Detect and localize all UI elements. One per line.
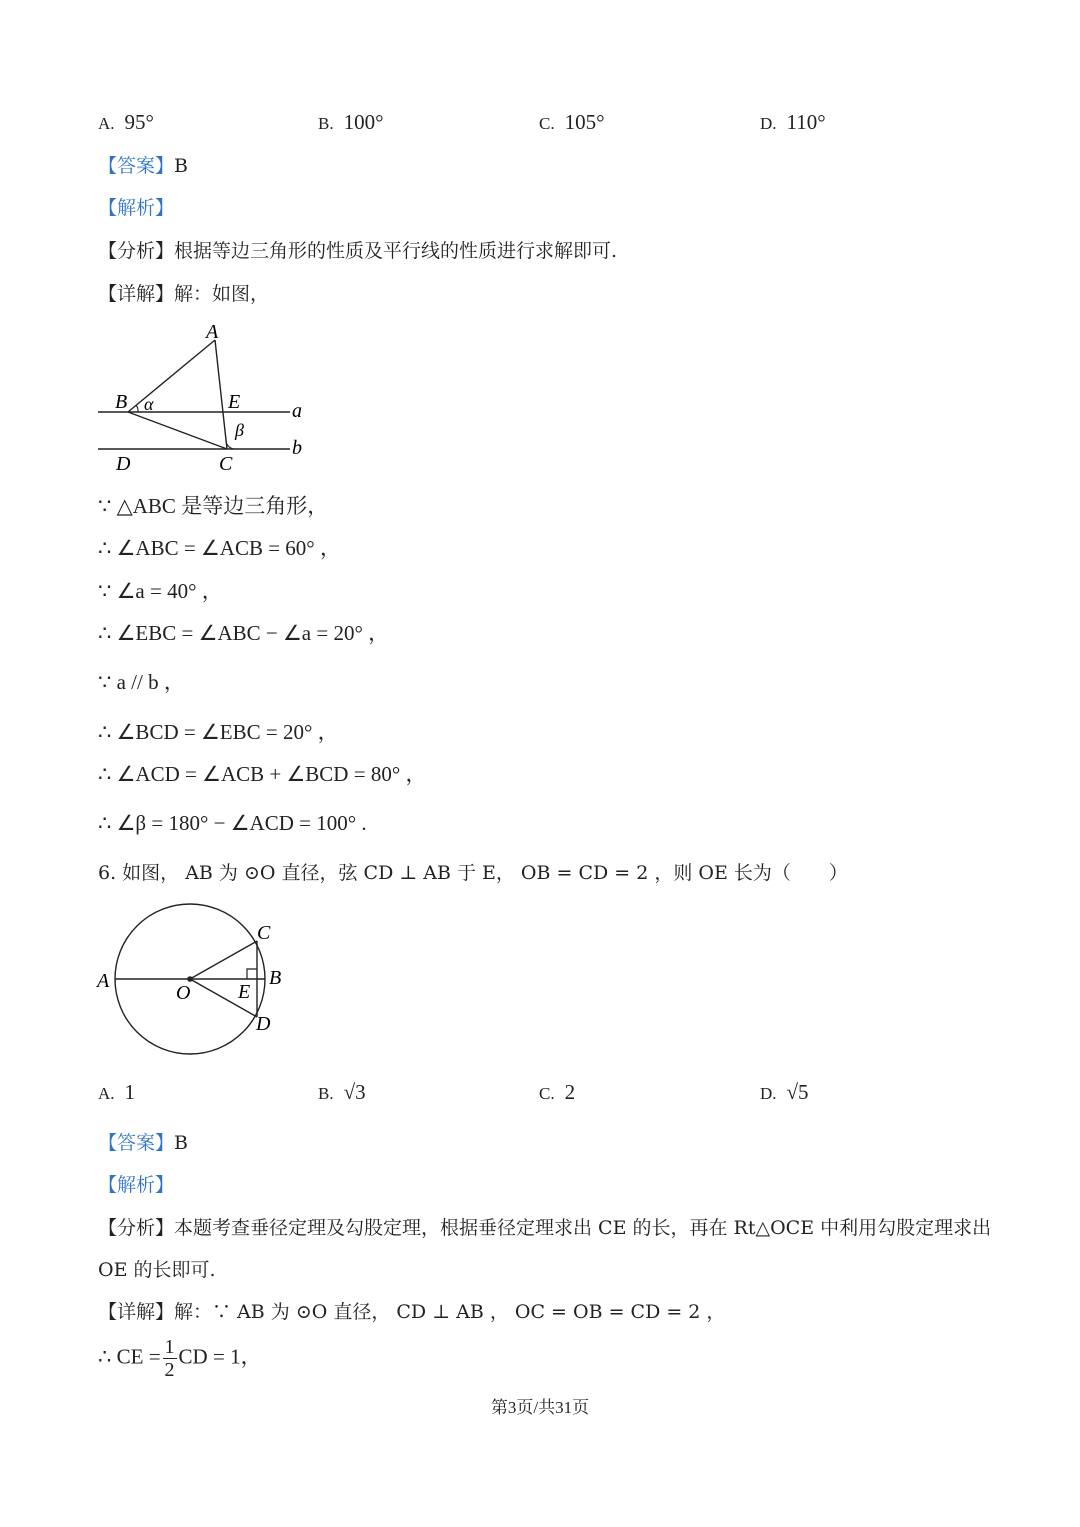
label-d: D: [116, 453, 131, 475]
fenxi-line-1: 本题考查垂径定理及勾股定理，根据垂径定理求出 CE 的长，再在 Rt△OCE 中利用勾股定理求出: [174, 1217, 992, 1239]
label-line-a: a: [292, 400, 302, 422]
label-beta: β: [235, 420, 244, 440]
step-1: ∵ △ABC 是等边三角形，: [98, 494, 329, 518]
q5-fenxi: [98, 238, 617, 264]
center-point: [187, 976, 193, 982]
q5-detail: [98, 281, 269, 307]
q5-option-d: [760, 110, 826, 135]
circle-figure: [92, 895, 302, 1065]
step-4: ∴ ∠EBC = ∠ABC − ∠a = 20° ，: [98, 621, 390, 645]
q6-option-c: [539, 1080, 575, 1105]
fenxi-tag: 【分析】: [98, 240, 175, 262]
label-b-vertex: B: [115, 391, 128, 413]
q5-analysis-tag: 【解析】: [98, 197, 175, 219]
option-value: 100°: [343, 110, 384, 134]
option-letter: D.: [760, 1084, 777, 1103]
step-6: ∴ ∠BCD = ∠EBC = 20° ，: [98, 720, 339, 744]
answer-tag: 【答案】: [98, 1132, 175, 1154]
answer-value: B: [174, 155, 188, 177]
q6-fenxi: [98, 1215, 991, 1241]
q6-analysis-tag: 【解析】: [98, 1174, 175, 1196]
q5-option-c: [539, 110, 605, 135]
option-value: 2: [564, 1080, 576, 1104]
page-footer: 第3页/共31页: [490, 1398, 590, 1417]
fraction-numerator: 1: [164, 1336, 175, 1358]
segment-ab: [128, 340, 215, 412]
label-b-point: B: [269, 967, 282, 989]
q6-answer: [98, 1130, 188, 1156]
fraction-half: [163, 1336, 177, 1381]
parallel-lines-figure: [90, 318, 320, 478]
q6-option-b: [318, 1080, 366, 1105]
eq-prefix: ∴ CE =: [98, 1344, 161, 1369]
label-d-point: D: [256, 1013, 271, 1035]
option-letter: A.: [98, 114, 115, 133]
step-8: ∴ ∠β = 180° − ∠ACD = 100° .: [98, 811, 367, 835]
eq-suffix: CD = 1，: [178, 1344, 262, 1369]
detail-text: 解：∵ AB 为 ⊙O 直径， CD ⊥ AB ， OC = OB = CD = 2 ，: [174, 1301, 726, 1323]
fraction-denominator: 2: [164, 1359, 175, 1381]
label-c-point: C: [257, 922, 271, 944]
label-e-point: E: [238, 981, 251, 1003]
step-5: ∵ a // b ，: [98, 670, 185, 694]
label-o-point: O: [176, 982, 191, 1004]
option-value: 110°: [786, 110, 826, 134]
segment-bc: [128, 412, 227, 449]
q6-option-a: [98, 1080, 135, 1105]
detail-tag: 【详解】: [98, 1301, 175, 1323]
q6-stem: 6. 如图， AB 为 ⊙O 直径，弦 CD ⊥ AB 于 E， OB = CD = 2 ，则 OE 长为（ ）: [98, 862, 848, 884]
step-3: ∵ ∠a = 40° ，: [98, 579, 223, 603]
q6-detail: [98, 1299, 725, 1325]
option-value: √3: [343, 1080, 366, 1104]
option-value: 1: [124, 1080, 136, 1104]
q5-option-a: [98, 110, 154, 135]
q6-ce-equation: [98, 1336, 262, 1381]
option-letter: D.: [760, 114, 777, 133]
label-c: C: [219, 453, 233, 475]
detail-tag: 【详解】: [98, 283, 175, 305]
label-alpha: α: [144, 394, 154, 414]
option-value: √5: [786, 1080, 809, 1104]
option-value: 105°: [564, 110, 605, 134]
label-e: E: [228, 391, 241, 413]
q5-answer: [98, 153, 188, 179]
answer-value: B: [174, 1132, 188, 1154]
step-7: ∴ ∠ACD = ∠ACB + ∠BCD = 80° ，: [98, 762, 427, 786]
q6-option-d: [760, 1080, 809, 1105]
fenxi-text: 根据等边三角形的性质及平行线的性质进行求解即可.: [174, 240, 618, 262]
label-a-point: A: [97, 970, 110, 992]
label-line-b: b: [292, 437, 302, 459]
angle-alpha-arc: [136, 405, 138, 412]
option-letter: C.: [539, 1084, 555, 1103]
detail-text: 解：如图，: [174, 283, 270, 305]
option-letter: A.: [98, 1084, 115, 1103]
option-value: 95°: [124, 110, 154, 134]
label-a-vertex: A: [206, 321, 219, 343]
q6-fenxi-cont: OE 的长即可.: [98, 1259, 216, 1281]
answer-tag: 【答案】: [98, 155, 175, 177]
option-letter: B.: [318, 114, 334, 133]
step-2: ∴ ∠ABC = ∠ACB = 60° ，: [98, 536, 341, 560]
fenxi-tag: 【分析】: [98, 1217, 175, 1239]
option-letter: C.: [539, 114, 555, 133]
q5-option-b: [318, 110, 384, 135]
segment-ac: [215, 340, 227, 449]
option-letter: B.: [318, 1084, 334, 1103]
right-angle-mark: [247, 969, 257, 979]
